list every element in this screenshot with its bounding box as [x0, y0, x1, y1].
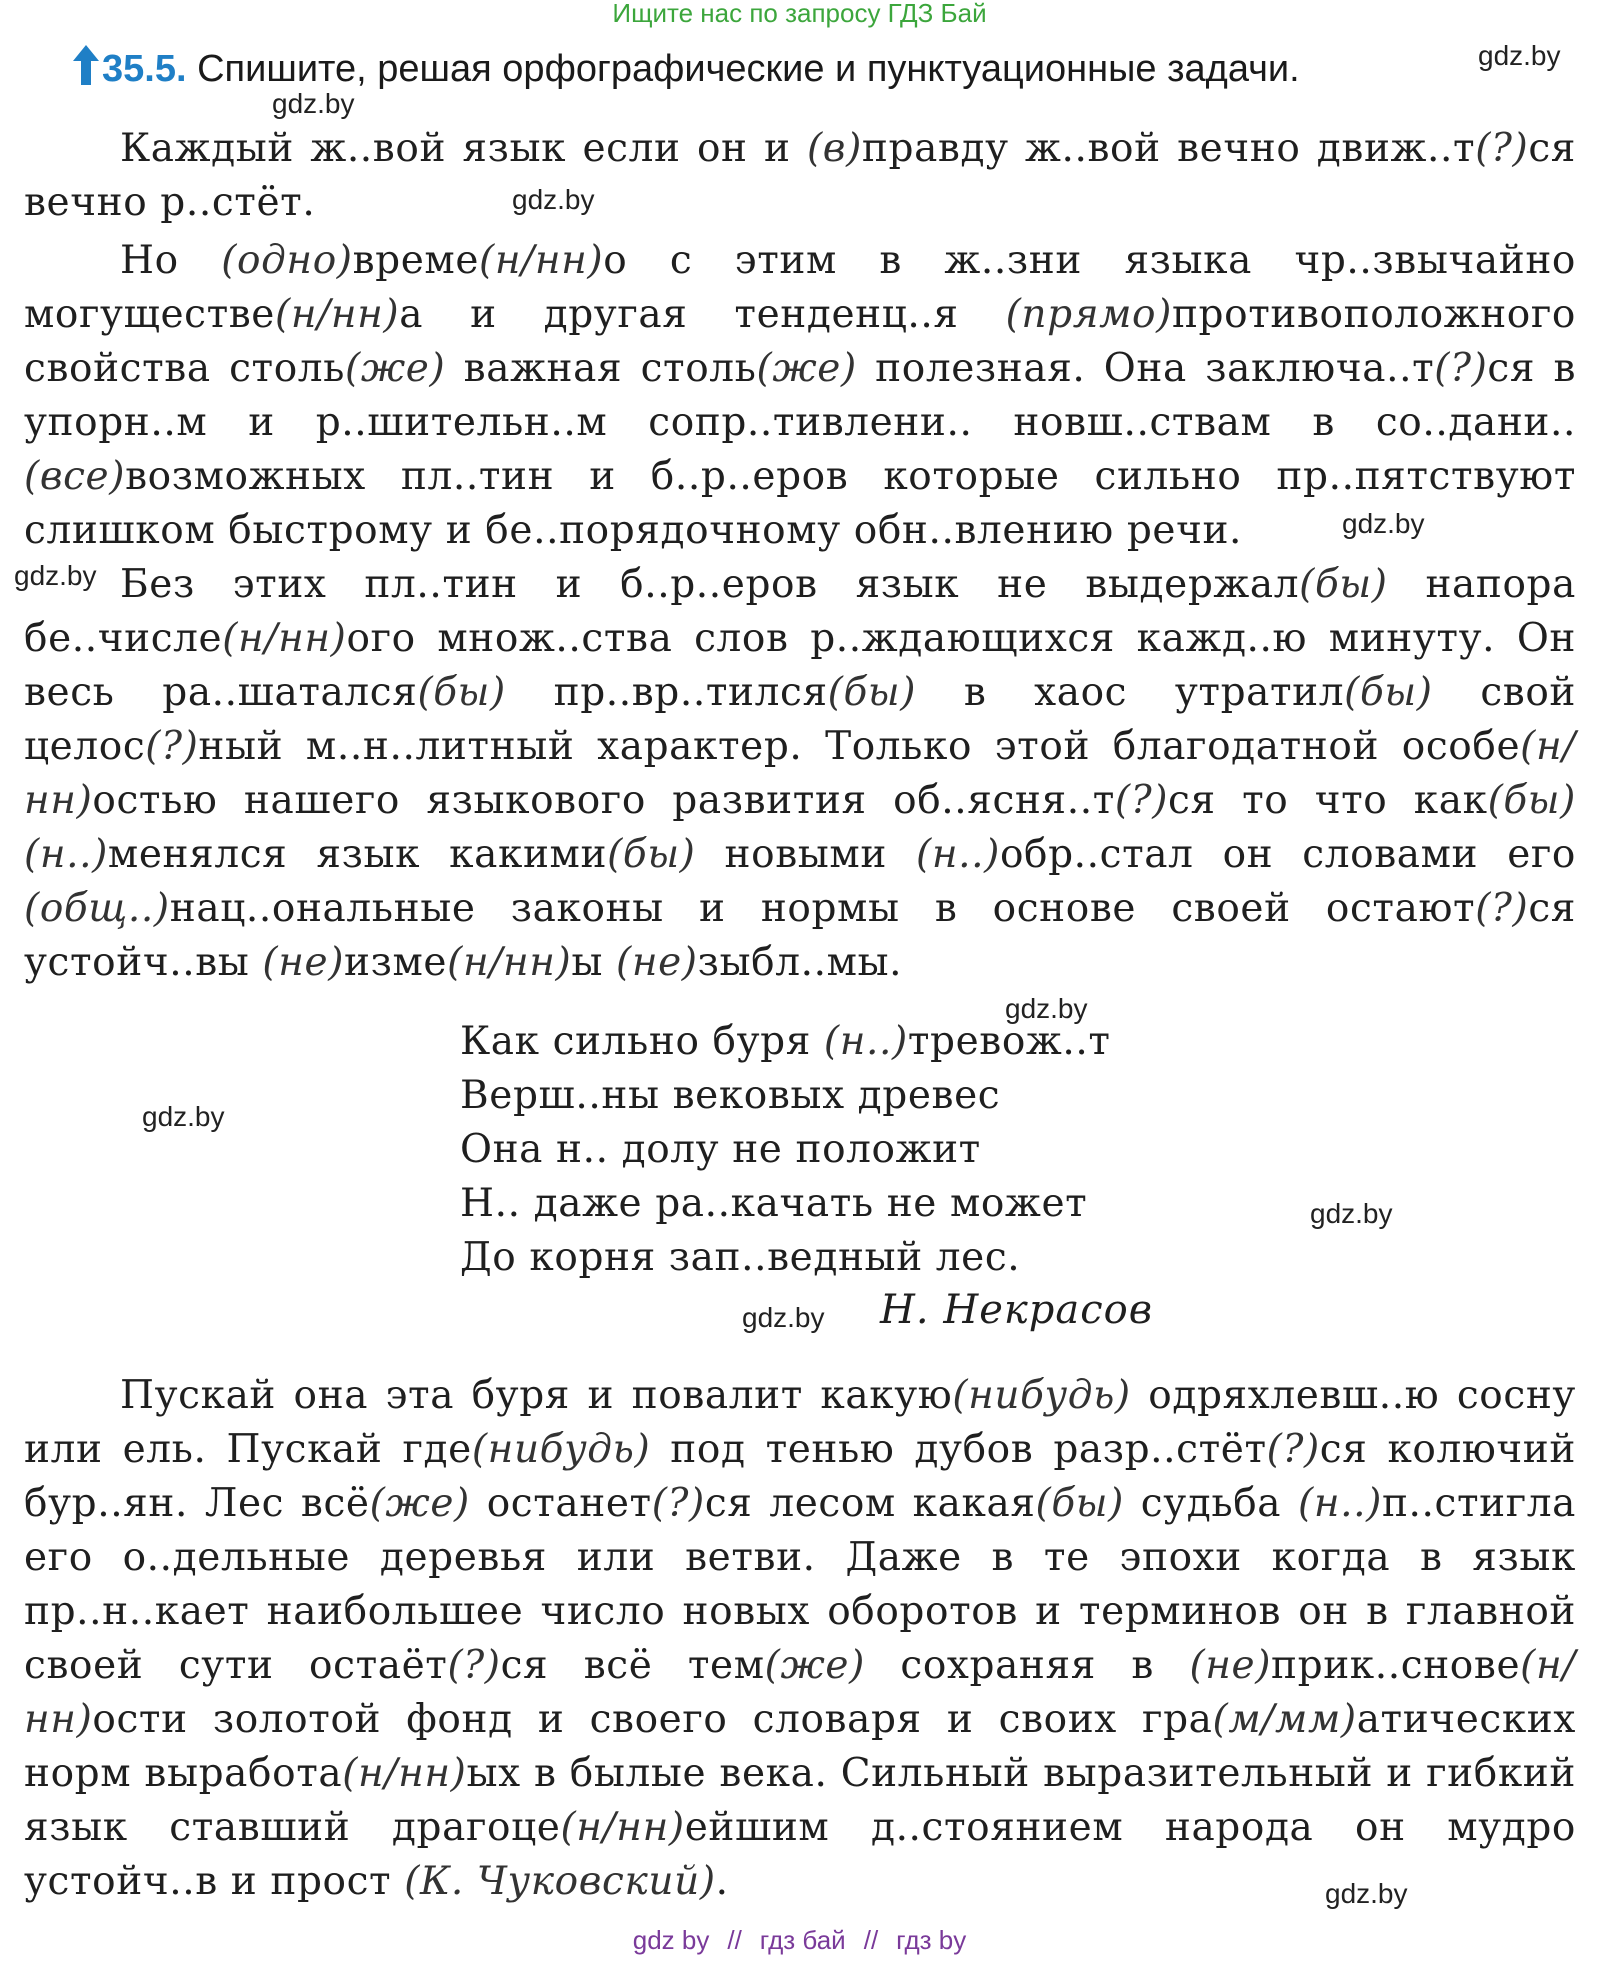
text-fragment: правду ж..вой вечно движ..т [861, 126, 1476, 171]
watermark: gdz.by [142, 1101, 225, 1132]
orthogram-hint: (же) [345, 346, 446, 391]
orthogram-hint: (общ..) [24, 886, 170, 931]
text-fragment: ых в былые века. Сильный выразительный и гибкий язык ставший драгоце [24, 1751, 1576, 1850]
text-fragment: судьба [1123, 1481, 1299, 1526]
text-fragment: Но [120, 238, 222, 283]
paragraph-4 [24, 1369, 1576, 1909]
orthogram-hint: (н/нн) [24, 724, 1576, 823]
orthogram-hint: (прямо) [1005, 292, 1172, 337]
orthogram-hint: (бы) [1035, 1481, 1124, 1526]
text-fragment: останет [469, 1481, 652, 1526]
orthogram-hint: (бы) [1299, 562, 1388, 607]
orthogram-hint: (же) [756, 346, 857, 391]
poem [460, 1015, 1111, 1285]
text-fragment: Пускай она эта буря и повалит какую [120, 1373, 953, 1418]
text-fragment: Как сильно буря [460, 1019, 824, 1064]
poem-line-5: До корня зап..ведный лес. [460, 1235, 1021, 1280]
orthogram-hint: (н/нн) [342, 1751, 467, 1796]
text-fragment: новыми [695, 832, 917, 877]
footer-link-gdz-bai[interactable]: гдз бай [759, 1925, 846, 1955]
text-fragment: ся в упорн..м и р..шительн..м сопр..тивлени.. новш..ствам в со..дани.. [24, 346, 1577, 445]
text-fragment: обр..стал он словами его [999, 832, 1576, 877]
text-fragment: возможных пл..тин и б..р..еров которые сильно пр..пятствуют слишком быстрому и бе..порядочному обн..влению речи. [24, 454, 1576, 553]
watermark: gdz.by [1478, 40, 1561, 71]
text-fragment: ейшим д..стоянием народа он мудро устойч..в и прост [24, 1805, 1576, 1904]
footer-separator: // [727, 1925, 742, 1955]
text-fragment: важная столь [445, 346, 757, 391]
orthogram-hint: (?) [1266, 1427, 1320, 1472]
orthogram-hint: (н/нн) [447, 940, 572, 985]
text-fragment: Без этих пл..тин и б..р..еров язык не выдержал [120, 562, 1300, 607]
orthogram-hint: (в) [806, 126, 862, 171]
poem-line-4: Н.. даже ра..качать не может [460, 1181, 1088, 1226]
orthogram-hint: (?) [1475, 886, 1529, 931]
exercise-instruction: Спишите, решая орфографические и пунктуационные задачи. [197, 48, 1300, 90]
text-fragment: в хаос утратил [916, 670, 1345, 715]
orthogram-hint: (К. Чуковский) [404, 1859, 716, 1904]
watermark: gdz.by [512, 184, 595, 215]
orthogram-hint: (?) [145, 724, 199, 769]
exercise-header [72, 45, 1300, 91]
orthogram-hint: (бы) [1487, 778, 1576, 823]
orthogram-hint: (?) [651, 1481, 705, 1526]
footer-separator: // [863, 1925, 879, 1955]
orthogram-hint: (н..) [823, 1019, 908, 1064]
text-fragment: ости золотой фонд и своего словаря и своих гра [92, 1697, 1213, 1742]
orthogram-hint: (?) [1475, 126, 1529, 171]
text-fragment: време [352, 238, 480, 283]
text-fragment: ный м..н..литный характер. Только этой благодатной особе [198, 724, 1521, 769]
orthogram-hint: (же) [369, 1481, 470, 1526]
text-fragment: под тенью дубов разр..стёт [650, 1427, 1267, 1472]
orthogram-hint: (не) [616, 940, 698, 985]
paragraph-1 [24, 122, 1576, 230]
text-fragment: одряхлевш..ю сосну или ель. Пускай где [24, 1373, 1576, 1472]
text-fragment: напора бе..числе [24, 562, 1576, 661]
orthogram-hint: (же) [764, 1643, 865, 1688]
text-fragment: ся лесом какая [704, 1481, 1036, 1526]
text-fragment: прик..снове [1271, 1643, 1521, 1688]
text-fragment: а и другая тенденц..я [399, 292, 1006, 337]
footer-link-gdz-by[interactable]: gdz by [632, 1925, 710, 1955]
orthogram-hint: (н/нн) [479, 238, 604, 283]
orthogram-hint: (нибудь) [952, 1373, 1131, 1418]
orthogram-hint: (не) [262, 940, 345, 985]
text-fragment: полезная. Она заключа..т [856, 346, 1435, 391]
paragraph-3 [24, 558, 1576, 990]
orthogram-hint: (бы) [1344, 670, 1433, 715]
orthogram-hint: (бы) [827, 670, 917, 715]
orthogram-hint: (н/нн) [275, 292, 400, 337]
watermark: gdz.by [742, 1302, 825, 1333]
text-fragment: противоположного свойства столь [24, 292, 1576, 391]
text-fragment: ого множ..ства слов р..ждающихся кажд..ю минуту. Он весь ра..шатался [24, 616, 1576, 715]
orthogram-hint: (м/мм) [1212, 1697, 1357, 1742]
text-fragment: ся то что как [1168, 778, 1488, 823]
orthogram-hint: (все) [24, 454, 126, 499]
site-banner: Ищите нас по запросу ГДЗ Бай [612, 0, 987, 28]
orthogram-hint: (?) [1114, 778, 1169, 823]
poem-line-3: Она н.. долу не положит [460, 1127, 981, 1172]
orthogram-hint: (н/нн) [222, 616, 347, 661]
text-fragment: . [715, 1859, 729, 1904]
text-fragment: ся вечно р..стёт. [24, 126, 1576, 225]
text-fragment: тревож..т [907, 1019, 1111, 1064]
watermark: gdz.by [1310, 1198, 1393, 1229]
orthogram-hint: (н..) [1298, 1481, 1382, 1526]
text-fragment: пр..вр..тился [505, 670, 828, 715]
orthogram-hint: (бы) [417, 670, 506, 715]
orthogram-hint: (одно) [221, 238, 353, 283]
footer-link-gdz-by-ru[interactable]: гдз by [896, 1925, 967, 1955]
poem-author: Н. Некрасов [880, 1287, 1153, 1333]
orthogram-hint: (?) [447, 1643, 501, 1688]
watermark: gdz.by [1005, 993, 1088, 1024]
orthogram-hint: (бы) [607, 832, 696, 877]
text-fragment: ся всё тем [500, 1643, 765, 1688]
text-fragment: атических норм выработа [24, 1697, 1576, 1796]
watermark: gdz.by [14, 560, 97, 591]
text-fragment: нац..ональные законы и нормы в основе своей остают [169, 886, 1476, 931]
orthogram-hint: (н..) [24, 832, 108, 877]
text-fragment: сохраняя в [864, 1643, 1190, 1688]
poem-line-2: Верш..ны вековых древес [460, 1073, 1001, 1118]
text-fragment: п..стигла его о..дельные деревья или ветви. Даже в те эпохи когда в язык пр..н..кает наибольшее число новых оборотов и терминов он в главной своей сути остаёт [24, 1481, 1576, 1688]
text-fragment: остью нашего языкового развития об..ясня..т [92, 778, 1115, 823]
text-fragment: менялся язык какими [107, 832, 608, 877]
orthogram-hint: (н/нн) [560, 1805, 685, 1850]
text-fragment: зыбл..мы. [697, 940, 903, 985]
text-fragment: свой целос [24, 670, 1576, 769]
watermark: gdz.by [272, 88, 355, 119]
orthogram-hint: (н/нн) [24, 1643, 1576, 1742]
orthogram-hint: (нибудь) [471, 1427, 651, 1472]
text-fragment: о с этим в ж..зни языка чр..звычайно могуществе [24, 238, 1576, 337]
text-fragment: ся устойч..вы [24, 886, 1576, 985]
orthogram-hint: (?) [1434, 346, 1488, 391]
text-fragment: Каждый ж..вой язык если он и [120, 126, 807, 171]
orthogram-hint: (не) [1189, 1643, 1272, 1688]
orthogram-hint: (н..) [916, 832, 1000, 877]
text-fragment: ы [571, 940, 617, 985]
exercise-number: 35.5. [102, 48, 187, 90]
footer [0, 1925, 1599, 1956]
text-fragment: изме [344, 940, 448, 985]
text-fragment: ся колючий бур..ян. Лес всё [24, 1427, 1576, 1526]
watermark: gdz.by [1342, 508, 1425, 539]
up-arrow-icon [72, 45, 100, 85]
watermark: gdz.by [1325, 1878, 1408, 1909]
